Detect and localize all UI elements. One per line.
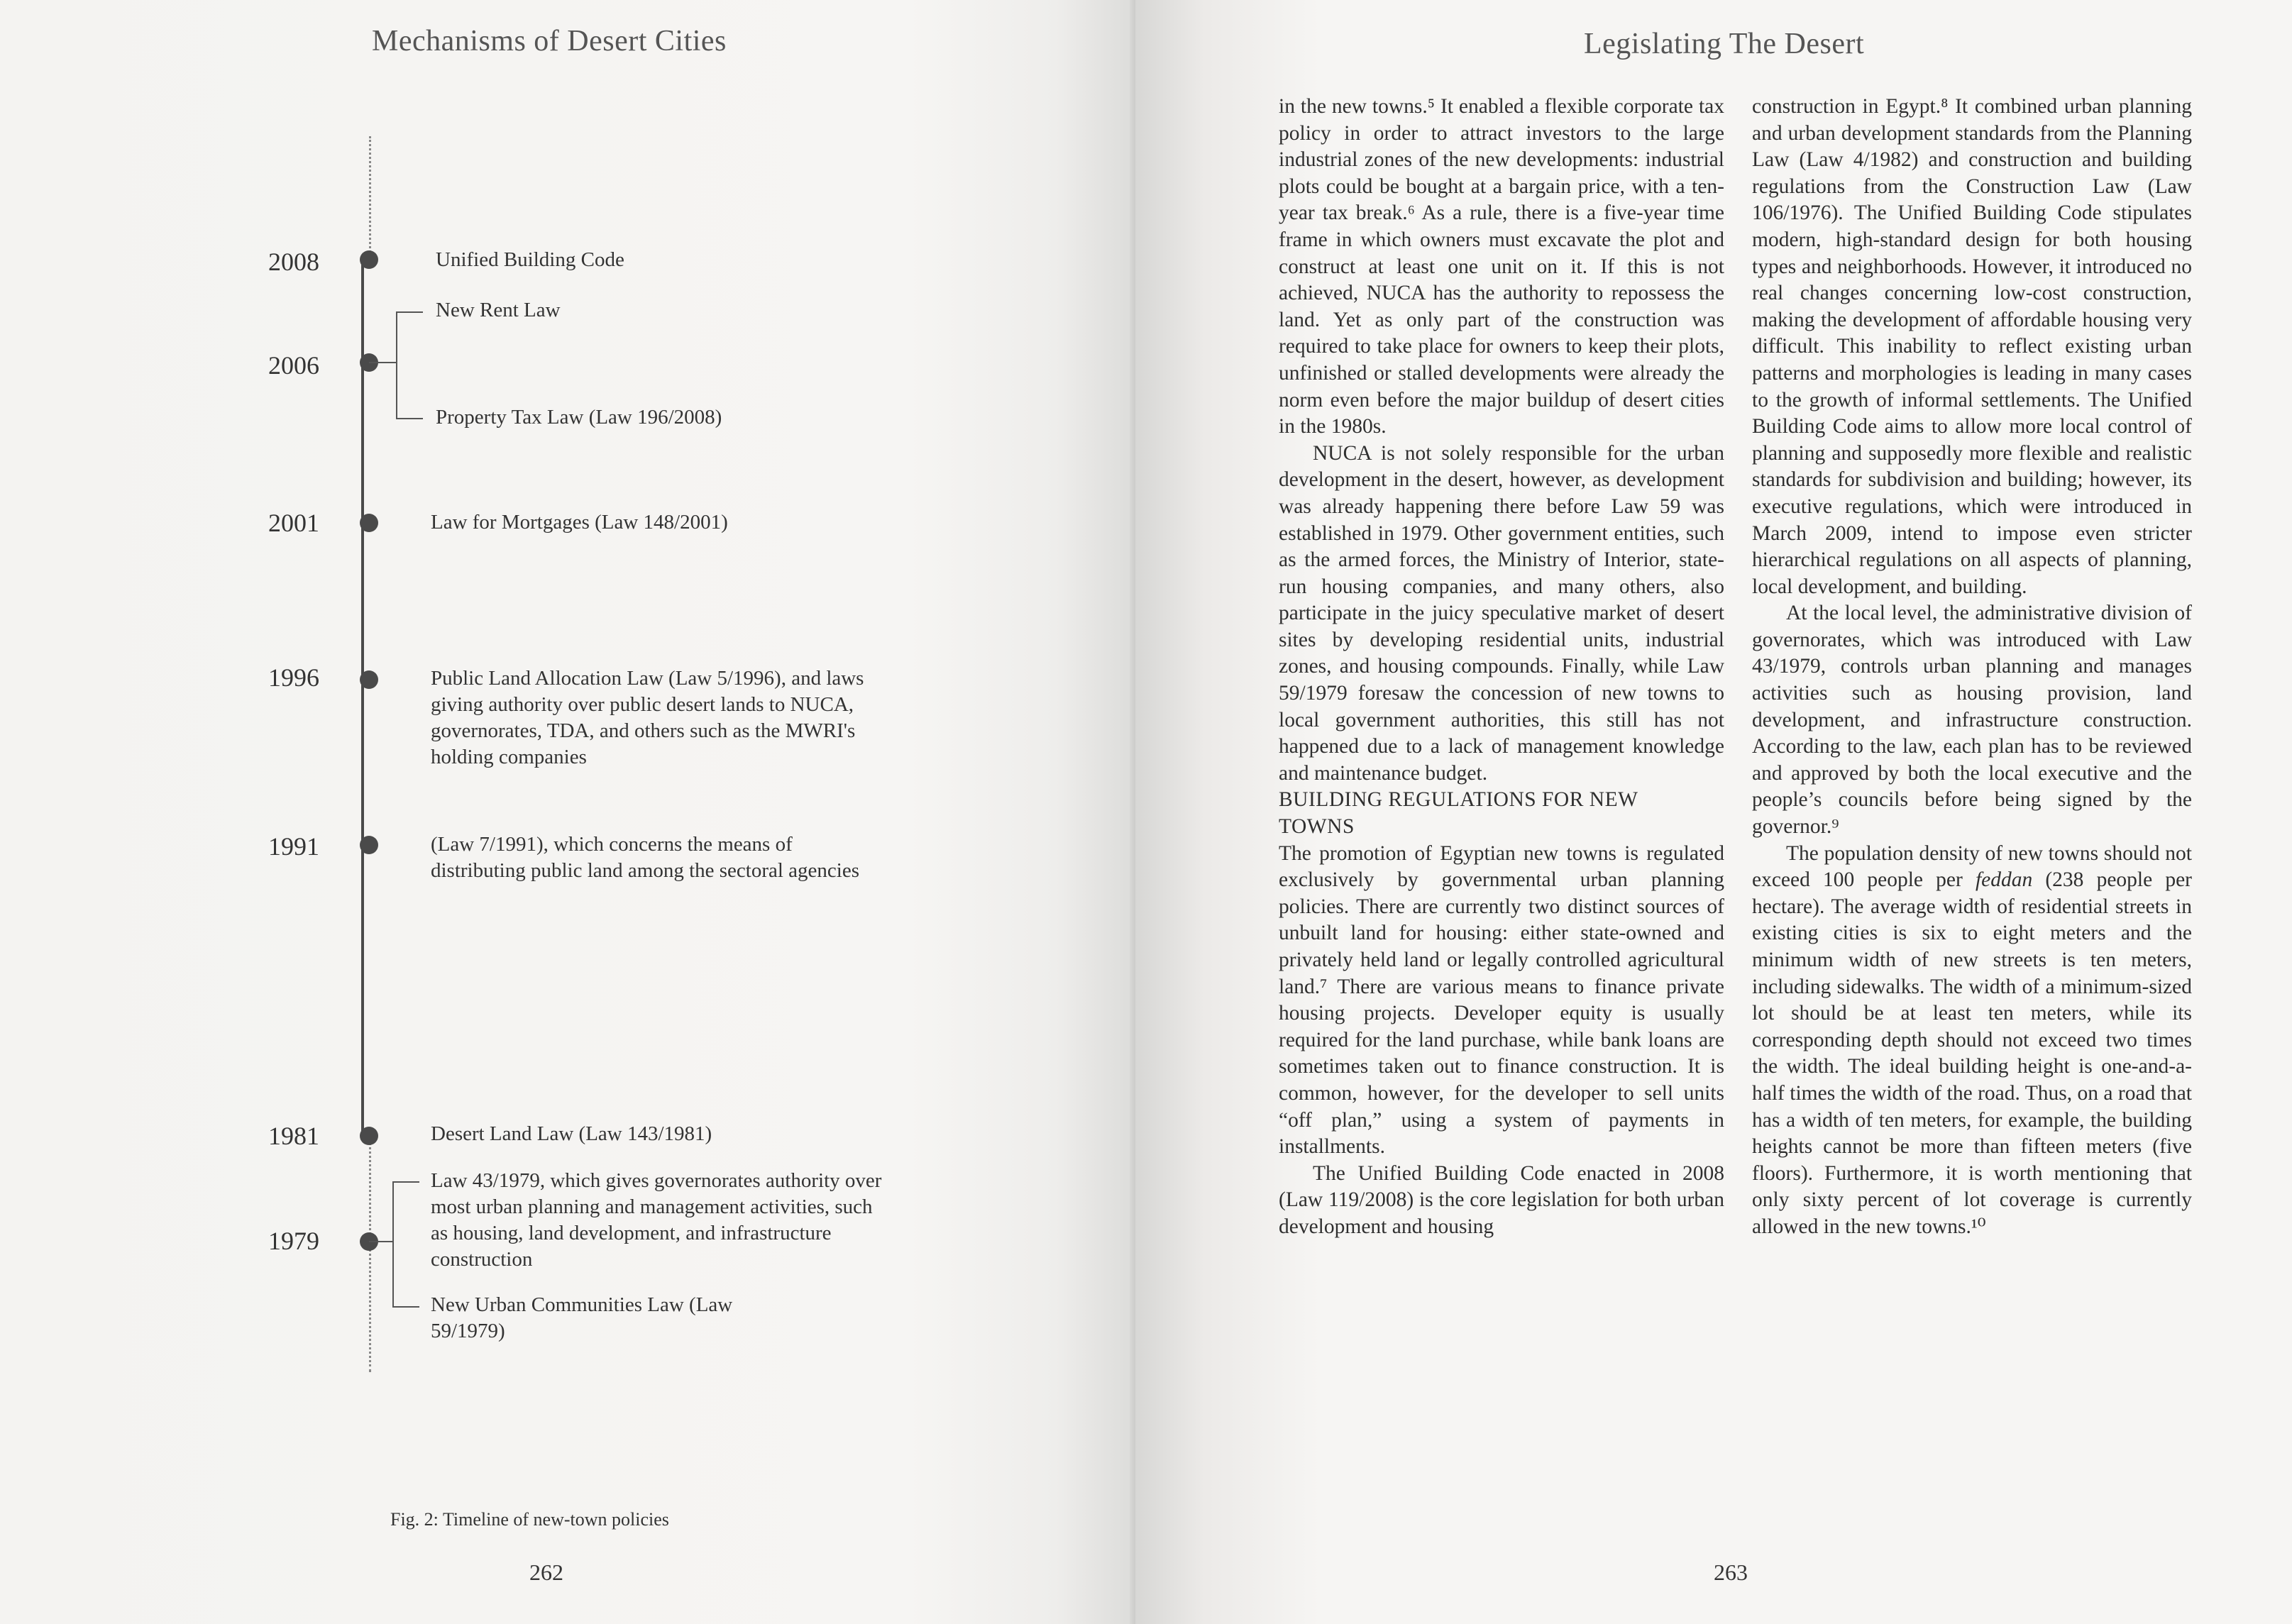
paragraph-text: (238 people per hectare). The average width of residential streets in existing cities is six to eight meters and the minimum width of new streets is ten meters, including sidewalks. The width of a minimum-sized lot should be at least ten meters, while its corresponding depth should not exceed two times the width. The ideal building height is one-and-a-half times the width of the road. Thus, on a road that has a width of ten meters, for example, the building heights cannot be more than fifteen meters (five floors). Furthermore, it is worth mentioning that only sixty percent of lot coverage is currently allowed in the new towns.¹⁰ — [1752, 868, 2192, 1238]
timeline-axis — [361, 257, 364, 1134]
timeline-event: Property Tax Law (Law 196/2008) — [436, 406, 722, 429]
paragraph: in the new towns.⁵ It enabled a flexible corporate tax policy in order to attract investors to the large industrial zones of the new developments: industrial plots could be bought at a bargain price, with a ten-year tax break.⁶ As a rule, there is a five-year time frame in which owners must excavate the plot and construct at least one unit on it. If this is not achieved, NUCA has the authority to repossess the land. Yet as only part of the construction was required to take place for owners to keep their plots, unfinished or stalled developments were already the norm even before the major buildup of desert cities in the 1980s. — [1279, 95, 1724, 438]
timeline-node-1981 — [360, 1127, 378, 1145]
page-number-right: 263 — [1714, 1559, 1748, 1585]
paragraph: At the local level, the administrative division of governorates, which was introduced with Law 43/1979, controls urban planning and manages activities such as housing provision, land development, and infrastructure construction. According to the law, each plan has to be reviewed and approved by both the local executive and the people’s councils before being signed by the governor.⁹ — [1752, 602, 2192, 839]
timeline-year-2006: 2006 — [268, 351, 319, 380]
timeline-year-2001: 2001 — [268, 509, 319, 537]
timeline-year-1981: 1981 — [268, 1122, 319, 1150]
paragraph — [1752, 841, 2192, 1241]
timeline-axis-bottom-dotted — [369, 1134, 371, 1372]
paragraph: The Unified Building Code enacted in 2008 (Law 119/2008) is the core legislation for both urban development and housing — [1279, 1161, 1724, 1238]
text-column-left — [1279, 94, 1724, 1241]
timeline-event: Unified Building Code — [436, 248, 624, 271]
running-head-left: Mechanisms of Desert Cities — [372, 25, 727, 57]
timeline-event: Public Land Allocation Law (Law 5/1996), and laws giving authority over public desert lands to NUCA, governorates, TDA, and others such as the MWRI's holding companies — [431, 667, 864, 768]
timeline-connector — [369, 362, 396, 363]
timeline-year-1979: 1979 — [268, 1227, 319, 1255]
timeline-axis-top-dotted — [369, 136, 371, 257]
timeline-event: New Urban Communities Law (Law 59/1979) — [431, 1293, 733, 1342]
timeline-year-1996: 1996 — [268, 663, 319, 692]
paragraph-text: The population density of new towns should not exceed 100 people per — [1752, 841, 2192, 892]
text-column-right — [1752, 94, 2192, 1241]
paragraph: The promotion of Egyptian new towns is regulated exclusively by governmental urban planning policies. There are currently two distinct sources of unbuilt land for housing: either state-owned and privately held land or legally controlled agricultural land.⁷ There are various means to finance private housing projects. Developer equity is usually required for the land purchase, while bank loans are sometimes taken out to finance construction. It is common, however, for the developer to sell units “off plan,” using a system of payments in installments. — [1279, 841, 1724, 1159]
section-heading: BUILDING REGULATIONS FOR NEW TOWNS — [1279, 788, 1638, 839]
timeline-event: Desert Land Law (Law 143/1981) — [431, 1122, 712, 1145]
timeline-node-1996 — [360, 670, 378, 689]
timeline-year-1991: 1991 — [268, 832, 319, 861]
timeline-event: Law for Mortgages (Law 148/2001) — [431, 511, 728, 534]
page-number-left: 262 — [529, 1559, 563, 1585]
timeline-event: Law 43/1979, which gives governorates authority over most urban planning and management activities, such as housing, land development, and infrastructure construction — [431, 1169, 882, 1271]
paragraph: NUCA is not solely responsible for the urban development in the desert, however, as development was already happening there before Law 59 was established in 1979. Other government entities, such as the armed forces, the Ministry of Interior, state-run housing companies, and many others, also participate in the juicy speculative market of desert sites by developing residential units, industrial zones, and housing compounds. Finally, while Law 59/1979 foresaw the concession of new towns to local government authorities, this still has not happened due to a lack of management knowledge and maintenance budget. — [1279, 441, 1724, 785]
timeline-bracket-1979 — [392, 1181, 419, 1308]
timeline-connector — [369, 1241, 392, 1242]
italic-term: feddan — [1975, 868, 2033, 892]
timeline-event: New Rent Law — [436, 299, 561, 321]
paragraph: construction in Egypt.⁸ It combined urban planning and urban development standards from the Planning Law (Law 4/1982) and construction and building regulations from the Construction Law (Law 106/1976). The Unified Building Code stipulates modern, high-standard design for both housing types and neighborhoods. However, it introduced no real changes concerning low-cost construction, making the development of affordable housing very difficult. This inability to reflect existing urban patterns and morphologies is leading in many cases to the growth of informal settlements. The Unified Building Code aims to allow more local control of planning and supposedly more flexible and realistic standards for subdivision and building; however, its executive regulations, which were introduced in March 2009, intend to impose even stricter hierarchical regulations on all aspects of planning, local development, and building. — [1752, 95, 2192, 598]
timeline-year-2008: 2008 — [268, 248, 319, 276]
timeline-node-2008 — [360, 250, 378, 269]
figure-caption: Fig. 2: Timeline of new-town policies — [390, 1509, 669, 1530]
timeline-node-2001 — [360, 514, 378, 532]
timeline-bracket-2006 — [396, 311, 423, 419]
timeline-event: (Law 7/1991), which concerns the means of distributing public land among the sectoral agencies — [431, 833, 860, 882]
timeline-node-1991 — [360, 836, 378, 854]
left-page — [0, 0, 1135, 1624]
running-head-right: Legislating The Desert — [1584, 28, 1865, 60]
